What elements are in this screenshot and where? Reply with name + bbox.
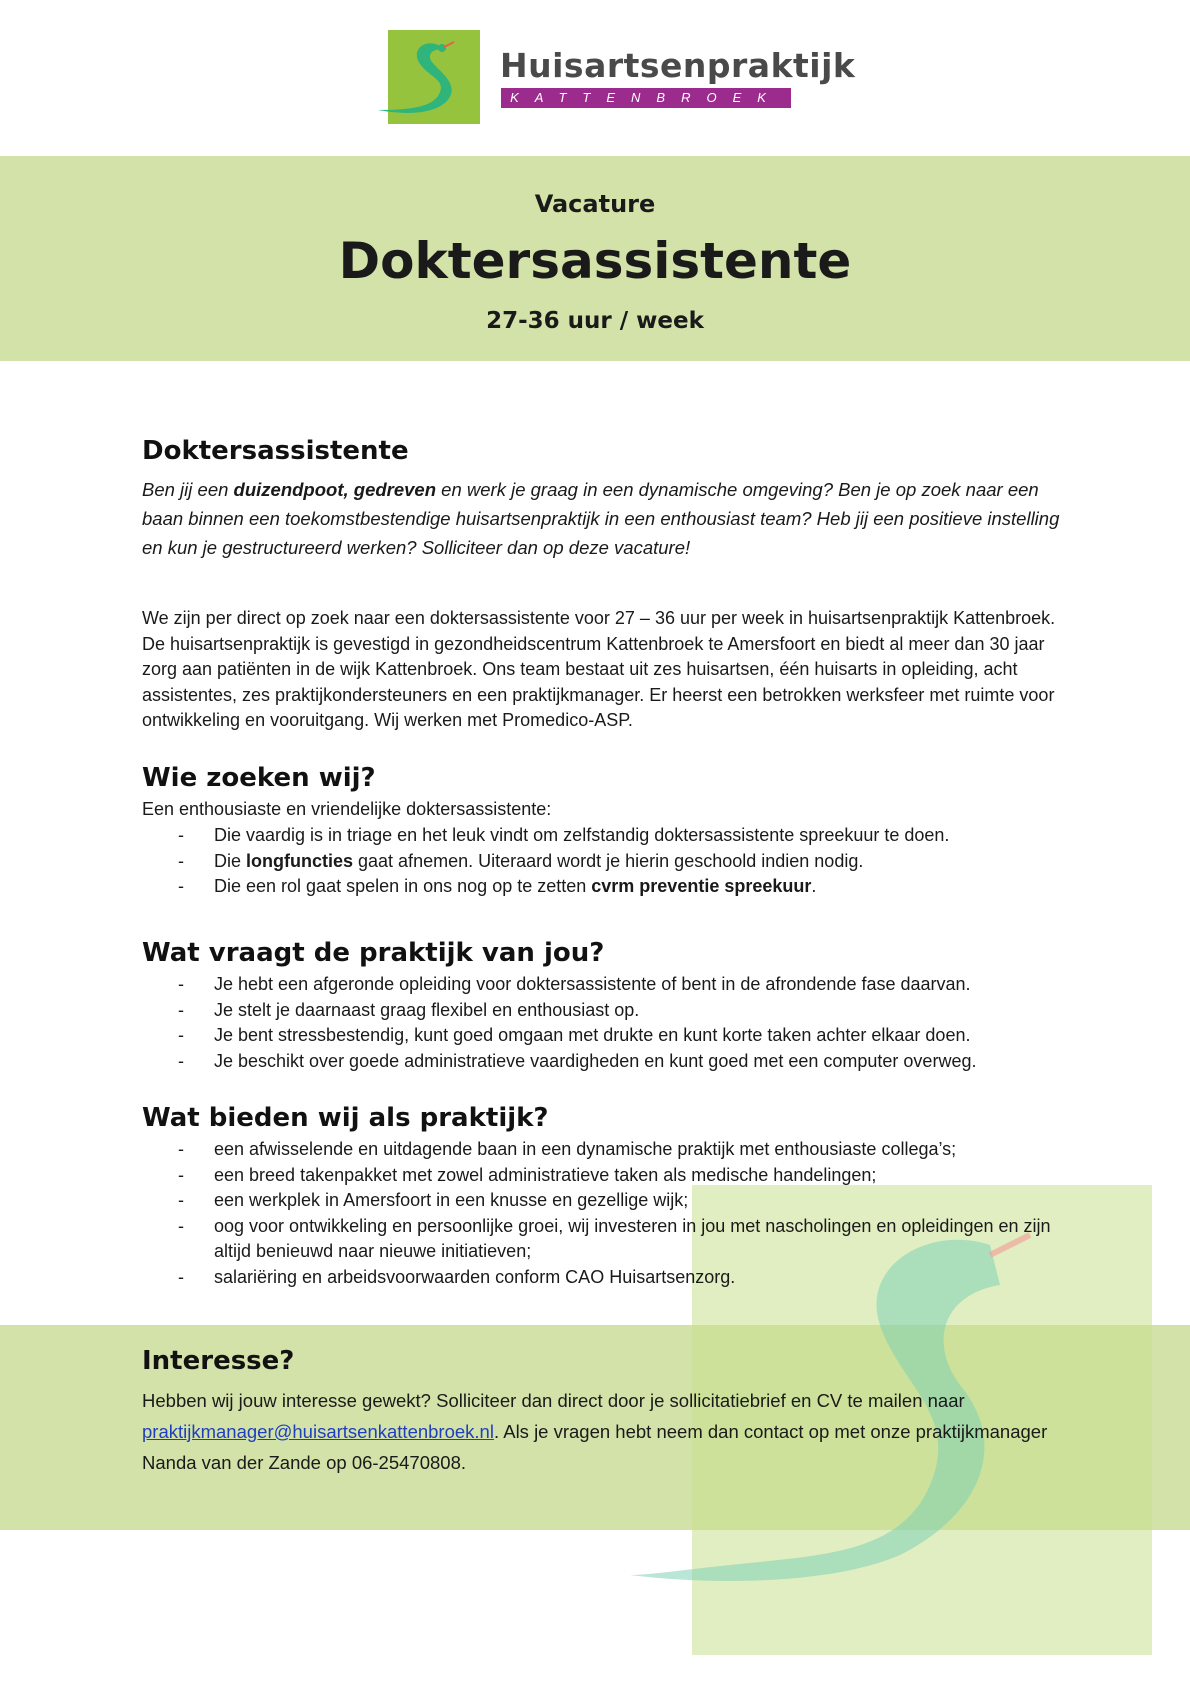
about-paragraph: We zijn per direct op zoek naar een doktersassistente voor 27 – 36 uur per week in huisartsenpraktijk Kattenbroek. De huisartsenpraktijk is gevestigd in gezondheidscentrum Kattenbroek te Amersfoort en biedt al meer dan 30 jaar zorg aan patiënten in de wijk Kattenbroek. Ons team bestaat uit zes huisartsen, één huisarts in opleiding, acht assistentes, zes praktijkondersteuners en een praktijkmanager. Er heerst een betrokken werksfeer met ruimte voor ontwikkeling en vooruitgang. Wij werken met Promedico-ASP. [142, 608, 1056, 730]
ask-list [142, 972, 1062, 1074]
who-list [142, 823, 1062, 900]
interest-heading: Interesse? [142, 1346, 295, 1376]
snake-logo-icon [370, 28, 495, 128]
who-item-2-text: Die [214, 850, 247, 871]
list-item: - Je bent stressbestendig, kunt goed omgaan met drukte en kunt korte taken achter elkaar doen. [142, 1023, 1062, 1049]
logo-name: Huisartsenpraktijk [500, 46, 856, 85]
list-item: - Je beschikt over goede administratieve vaardigheden en kunt goed met een computer overweg. [142, 1049, 1062, 1075]
who-item-3-text: Die een rol gaat spelen in ons nog op te zetten [214, 876, 592, 896]
who-item-3-bold: cvrm preventie spreekuur [591, 876, 812, 896]
intro-heading: Doktersassistente [142, 436, 409, 466]
title-banner [0, 156, 1190, 361]
intro-text-1: Ben jij een [142, 479, 234, 500]
offer-list [142, 1137, 1062, 1290]
list-item: - een werkplek in Amersfoort in een knusse en gezellige wijk; [142, 1188, 1062, 1214]
interest-paragraph [142, 1385, 1062, 1478]
interest-text-2: . Als je vragen hebt neem dan contact op met onze praktijkmanager Nanda van der Zande op 06-25470808. [142, 1421, 1048, 1473]
list-item: - Je hebt een afgeronde opleiding voor doktersassistente of bent in de afrondende fase daarvan. [142, 972, 1062, 998]
practice-logo [370, 28, 856, 128]
list-item: - een afwisselende en uitdagende baan in een dynamische praktijk met enthousiaste collega’s; [142, 1137, 1062, 1163]
interest-text-1: Hebben wij jouw interesse gewekt? Solliciteer dan direct door je sollicitatiebrief en CV te mailen naar [142, 1390, 965, 1411]
intro-text-2: en werk je graag in een dynamische omgeving? Ben je op zoek naar een baan binnen een toekomstbestendige huisartsenpraktijk in een enthousiast team? Heb jij een positieve instelling en kun je gestructureerd werken? Solliciteer dan op deze vacature! [142, 479, 1060, 558]
email-link[interactable]: praktijkmanager@huisartsenkattenbroek.nl [142, 1421, 494, 1442]
intro-paragraph [142, 475, 1062, 562]
list-item: - een breed takenpakket met zowel administratieve taken als medische handelingen; [142, 1163, 1062, 1189]
list-item [142, 823, 1062, 849]
who-item-1: Die vaardig is in triage en het leuk vindt om zelfstandig doktersassistente spreekuur te doen. [214, 825, 950, 845]
list-item: - oog voor ontwikkeling en persoonlijke groei, wij investeren in jou met nascholingen en opleidingen en zijn altijd benieuwd naar nieuwe initiatieven; [142, 1214, 1062, 1265]
banner-kicker: Vacature [534, 190, 656, 218]
logo-subtitle: KATTENBROEK [501, 88, 791, 108]
list-item: - salariëring en arbeidsvoorwaarden conform CAO Huisartsenzorg. [142, 1265, 1062, 1291]
who-item-2-bold: longfuncties [246, 850, 354, 871]
banner-hours: 27-36 uur / week [486, 308, 704, 334]
who-item-3-end: . [811, 876, 817, 896]
page-title: Doktersassistente [338, 232, 852, 290]
intro-highlight: duizendpoot, gedreven [233, 479, 437, 500]
ask-heading: Wat vraagt de praktijk van jou? [142, 938, 605, 968]
list-item [142, 874, 1062, 900]
who-item-2-end: gaat afnemen. Uiteraard wordt je hierin geschoold indien nodig. [353, 850, 864, 871]
list-item [142, 849, 1062, 875]
offer-heading: Wat bieden wij als praktijk? [142, 1103, 549, 1133]
list-item: - Je stelt je daarnaast graag flexibel en enthousiast op. [142, 998, 1062, 1024]
who-heading: Wie zoeken wij? [142, 763, 376, 793]
who-lead: Een enthousiaste en vriendelijke doktersassistente: [142, 799, 552, 819]
